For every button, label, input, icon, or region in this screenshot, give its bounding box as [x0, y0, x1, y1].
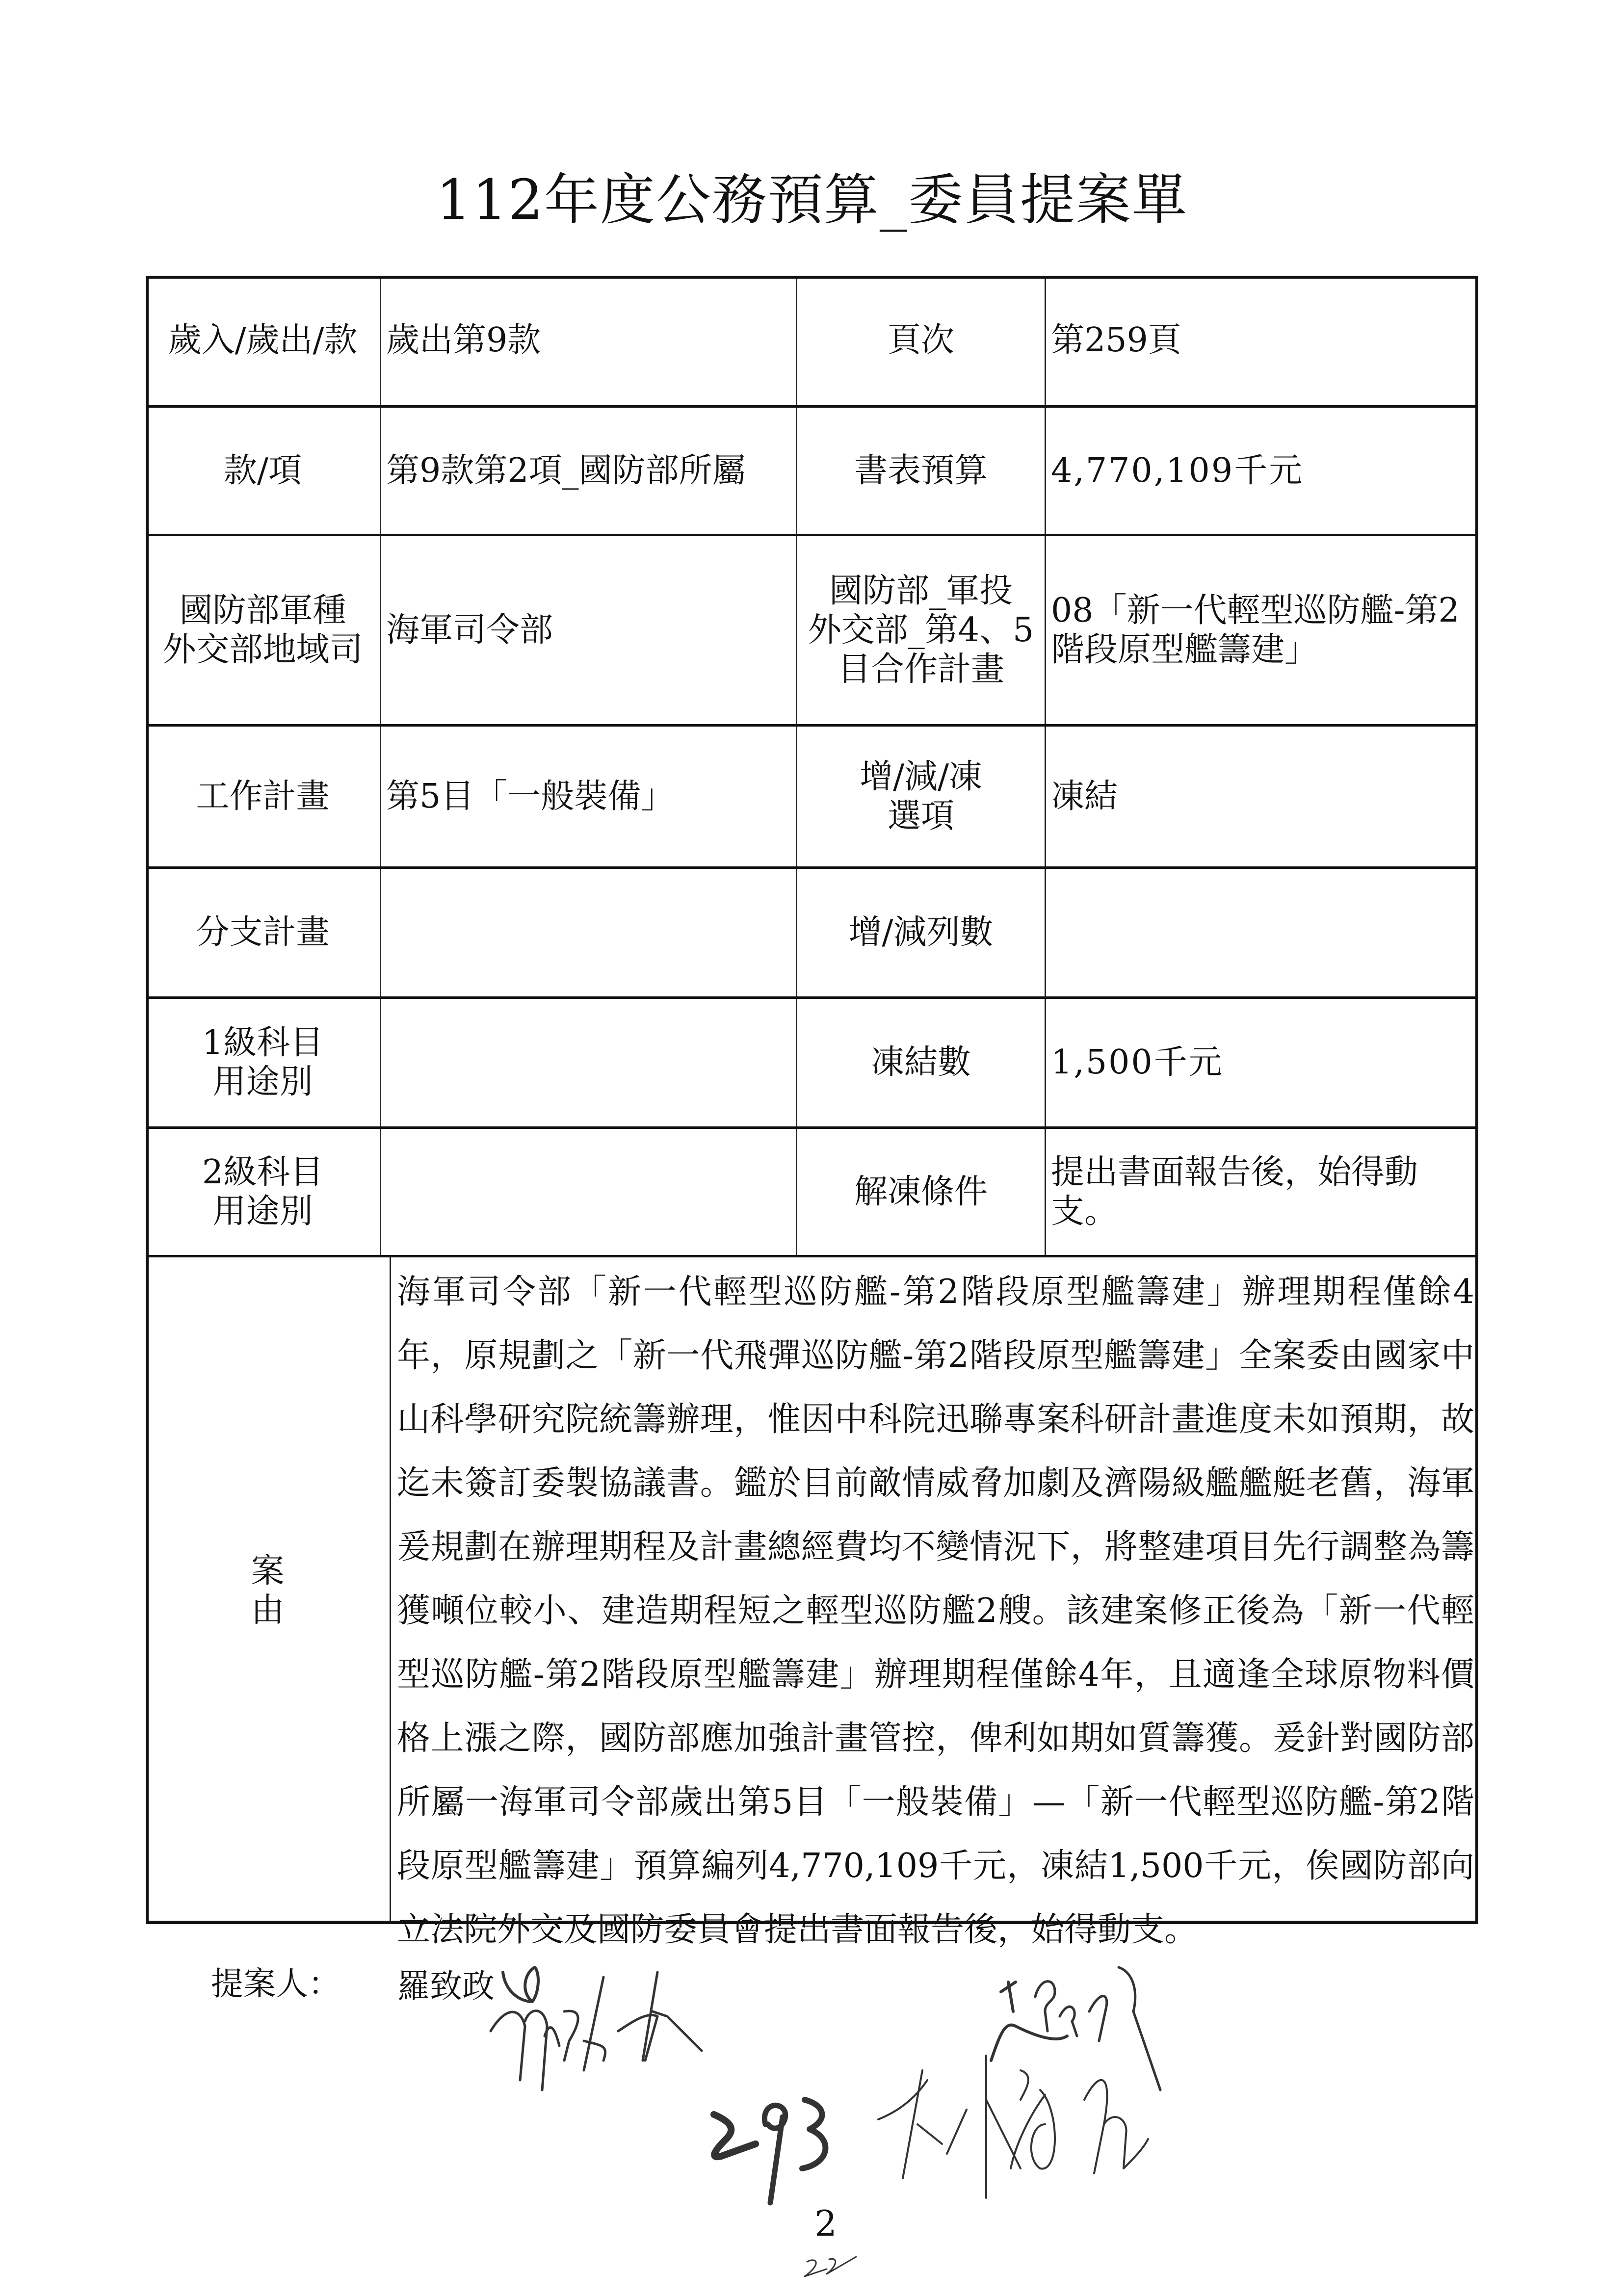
document-title: 112年度公務預算_委員提案單	[436, 168, 1188, 232]
label-military-branch: 國防部軍種 外交部地域司	[146, 536, 381, 724]
label-reason: 案由	[146, 1257, 391, 1924]
value-action-option: 凍結	[1051, 777, 1118, 816]
handwritten-signature-1	[491, 1962, 726, 2110]
value-budget-type: 歲出第9款	[381, 276, 797, 405]
proposal-form-table	[146, 276, 1478, 1949]
form-row	[146, 276, 1478, 405]
form-row	[146, 1126, 1478, 1255]
label-budget-type: 歲入/歲出/款	[146, 276, 381, 405]
label-unfreeze-condition: 解凍條件	[797, 1129, 1046, 1255]
value-unfreeze-condition: 提出書面報告後，始得動支。	[1051, 1152, 1418, 1231]
proposer-label: 提案人：	[211, 1965, 341, 2003]
value-branch-plan	[381, 869, 797, 996]
value-section-item: 第9款第2項_國防部所屬	[381, 408, 797, 534]
value-reason: 海軍司令部「新一代輕型巡防艦-第2階段原型艦籌建」辦理期程僅餘4年，原規劃之「新一代飛彈巡防艦-第2階段原型艦籌建」全案委由國家中山科學研究院統籌辦理，惟因中科院迅聯專案科研計畫進度未如預期，故迄未簽訂委製協議書。鑑於目前敵情威脅加劇及濟陽級艦艦艇老舊，海軍爰規劃在辦理期程及計畫總經費均不變情況下，將整建項目先行調整為籌獲噸位較小、建造期程短之輕型巡防艦2艘。該建案修正後為「新一代輕型巡防艦-第2階段原型艦籌建」辦理期程僅餘4年，且適逢全球原物料價格上漲之際，國防部應加強計畫管控，俾利如期如質籌獲。爰針對國防部所屬一海軍司令部歲出第5目「一般裝備」—「新一代輕型巡防艦-第2階段原型艦籌建」預算編列4,770,109千元，凍結1,500千元，俟國防部向立法院外交及國防委員會提出書面報告後，始得動支。	[397, 1273, 1474, 1949]
label-change-amount: 增/減列數	[797, 869, 1046, 996]
value-frozen-amount: 1,500千元	[1051, 1043, 1224, 1082]
label-level2-subject: 2級科目 用途別	[146, 1129, 381, 1255]
value-level2-subject	[381, 1129, 797, 1255]
handwritten-number-293	[702, 2090, 859, 2208]
form-row	[146, 405, 1478, 534]
value-military-branch: 海軍司令部	[381, 536, 797, 724]
page-number: 2	[814, 2203, 837, 2244]
value-page: 第259頁	[1051, 321, 1181, 360]
value-level1-subject	[381, 999, 797, 1126]
handwritten-signature-3	[873, 2051, 1227, 2208]
label-section-item: 款/項	[146, 408, 381, 534]
label-frozen-amount: 凍結數	[797, 999, 1046, 1126]
handwritten-page-mark	[802, 2252, 861, 2281]
value-work-plan: 第5目「一般裝備」	[381, 727, 797, 866]
label-action-option: 增/減/凍 選項	[797, 727, 1046, 866]
label-level1-subject: 1級科目 用途別	[146, 999, 381, 1126]
form-row	[146, 866, 1478, 996]
form-row	[146, 724, 1478, 866]
label-statement-budget: 書表預算	[797, 408, 1046, 534]
label-work-plan: 工作計畫	[146, 727, 381, 866]
value-cooperation-plan: 08「新一代輕型巡防艦-第2階段原型艦籌建」	[1051, 591, 1460, 669]
label-page: 頁次	[797, 276, 1046, 405]
value-statement-budget: 4,770,109千元	[1051, 451, 1304, 490]
form-row	[146, 534, 1478, 724]
proposer-name: 羅致政	[397, 1967, 495, 2005]
form-row	[146, 996, 1478, 1126]
label-cooperation-plan: 國防部_軍投 外交部_第4、5 目合作計畫	[797, 536, 1046, 724]
label-branch-plan: 分支計畫	[146, 869, 381, 996]
value-change-amount	[1046, 869, 1478, 996]
form-row-reason	[146, 1255, 1478, 1949]
